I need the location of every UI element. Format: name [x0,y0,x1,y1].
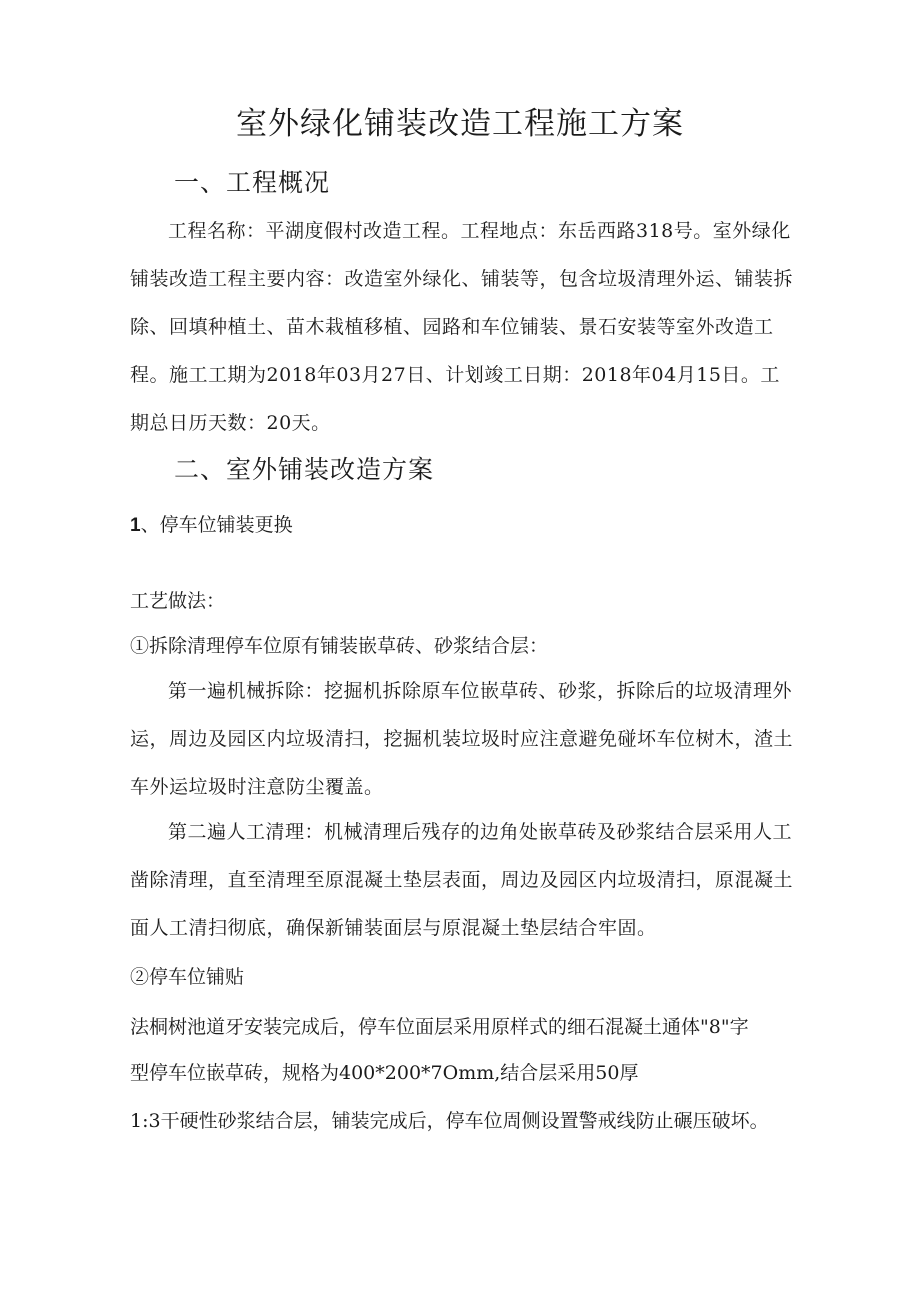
step2-line-3: 1:3干硬性砂浆结合层，铺装完成后，停车位周侧设置警戒线防止碾压破坏。 [130,1110,769,1132]
subsection-heading-parking [130,510,293,541]
subsection-number: 1 [130,515,141,536]
step2-line-2: 型停车位嵌草砖，规格为400*200*7Omm,结合层采用50厚 [130,1062,639,1084]
step2-line-1: 法桐树池道牙安装完成后，停车位面层采用原样式的细石混凝土通体"8"字 [130,1016,749,1038]
section-heading-overview: 一、工程概况 [174,168,331,197]
step2-label: ②停车位铺贴 [130,966,245,988]
section-heading-paving-plan: 二、室外铺装改造方案 [174,455,435,484]
overview-paragraph: 工程名称：平湖度假村改造工程。工程地点：东岳西路318号。室外绿化铺装改造工程主要内容：改造室外绿化、铺装等，包含垃圾清理外运、铺装拆除、回填种植土、苗木栽植移植、园路和车位铺装、景石安装等室外改造工程。施工工期为2018年03月27日、计划竣工日期：2018年04月15日。工期总日历天数：20天。 [130,220,794,434]
step1-paragraph-manual: 第二遍人工清理：机械清理后残存的边角处嵌草砖及砂浆结合层采用人工凿除清理，直至清理至原混凝土垫层表面，周边及园区内垃圾清扫，原混凝土面人工清扫彻底，确保新铺装面层与原混凝土垫层结合牢固。 [130,821,794,939]
document-title: 室外绿化铺装改造工程施工方案 [236,106,684,142]
step1-paragraph-machine: 第一遍机械拆除：挖掘机拆除原车位嵌草砖、砂浆，拆除后的垃圾清理外运，周边及园区内垃圾清扫，挖掘机装垃圾时应注意避免碰坏车位树木，渣土车外运垃圾时注意防尘覆盖。 [130,680,794,798]
subsection-title: 、停车位铺装更换 [140,514,293,536]
step1-label: ①拆除清理停车位原有铺装嵌草砖、砂浆结合层： [130,635,549,657]
craft-label: 工艺做法： [130,590,226,612]
